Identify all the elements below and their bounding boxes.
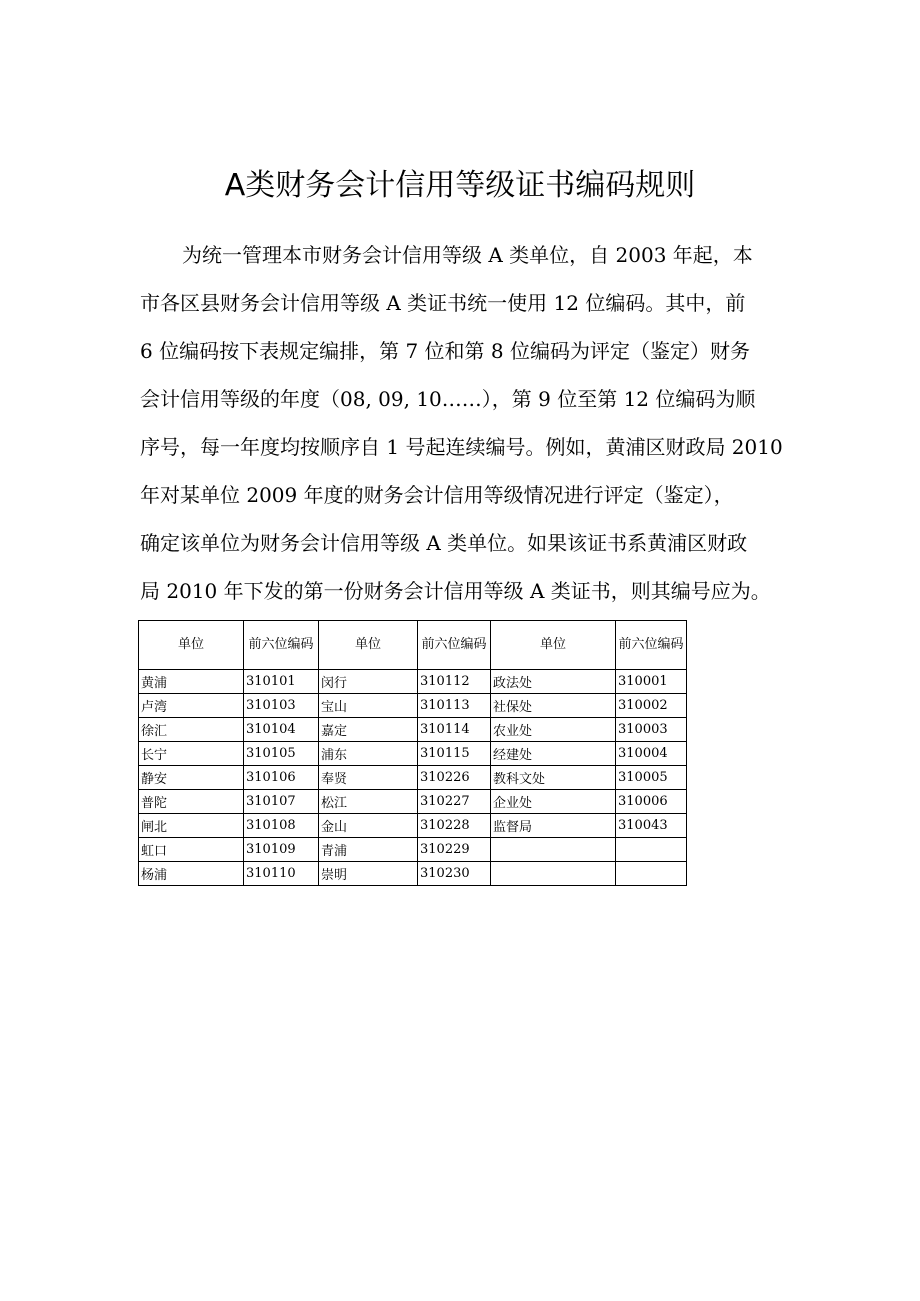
unit-cell: 监督局 bbox=[491, 814, 616, 838]
unit-cell: 农业处 bbox=[491, 718, 616, 742]
header-code-2: 前六位编码 bbox=[418, 621, 491, 670]
unit-cell: 金山 bbox=[319, 814, 418, 838]
unit-cell: 虹口 bbox=[139, 838, 244, 862]
code-cell: 310003 bbox=[616, 718, 687, 742]
code-cell: 310002 bbox=[616, 694, 687, 718]
table-row bbox=[139, 790, 687, 814]
code-cell: 310108 bbox=[244, 814, 319, 838]
unit-cell: 经建处 bbox=[491, 742, 616, 766]
code-cell: 310103 bbox=[244, 694, 319, 718]
code-cell: 310109 bbox=[244, 838, 319, 862]
code-cell: 310107 bbox=[244, 790, 319, 814]
code-cell: 310110 bbox=[244, 862, 319, 886]
paragraph-line: 为统一管理本市财务会计信用等级 A 类单位，自 2003 年起，本 bbox=[182, 243, 753, 267]
code-cell: 310105 bbox=[244, 742, 319, 766]
code-cell: 310006 bbox=[616, 790, 687, 814]
code-cell: 310113 bbox=[418, 694, 491, 718]
table-header-row bbox=[139, 621, 687, 670]
unit-cell: 松江 bbox=[319, 790, 418, 814]
table-row bbox=[139, 814, 687, 838]
code-cell: 310005 bbox=[616, 766, 687, 790]
header-unit-2: 单位 bbox=[319, 621, 418, 670]
unit-cell: 闸北 bbox=[139, 814, 244, 838]
header-code-1: 前六位编码 bbox=[244, 621, 319, 670]
table-row bbox=[139, 862, 687, 886]
code-cell: 310226 bbox=[418, 766, 491, 790]
table-row bbox=[139, 694, 687, 718]
code-cell: 310104 bbox=[244, 718, 319, 742]
table-row bbox=[139, 742, 687, 766]
table-body bbox=[139, 670, 687, 886]
unit-cell: 普陀 bbox=[139, 790, 244, 814]
paragraph-line: 局 2010 年下发的第一份财务会计信用等级 A 类证书，则其编号应为。 bbox=[140, 579, 771, 603]
table-row bbox=[139, 670, 687, 694]
unit-cell: 浦东 bbox=[319, 742, 418, 766]
paragraph-line: 6 位编码按下表规定编排，第 7 位和第 8 位编码为评定（鉴定）财务 bbox=[140, 339, 750, 363]
document-title: A类财务会计信用等级证书编码规则 bbox=[224, 168, 696, 203]
unit-cell: 崇明 bbox=[319, 862, 418, 886]
unit-cell: 宝山 bbox=[319, 694, 418, 718]
unit-cell: 奉贤 bbox=[319, 766, 418, 790]
code-cell: 310115 bbox=[418, 742, 491, 766]
code-cell: 310229 bbox=[418, 838, 491, 862]
code-cell: 310112 bbox=[418, 670, 491, 694]
unit-cell: 政法处 bbox=[491, 670, 616, 694]
unit-cell bbox=[491, 862, 616, 886]
paragraph-line: 序号，每一年度均按顺序自 1 号起连续编号。例如，黄浦区财政局 2010 bbox=[140, 435, 783, 459]
unit-cell: 社保处 bbox=[491, 694, 616, 718]
code-cell: 310001 bbox=[616, 670, 687, 694]
code-cell: 310228 bbox=[418, 814, 491, 838]
unit-cell: 长宁 bbox=[139, 742, 244, 766]
code-cell: 310101 bbox=[244, 670, 319, 694]
paragraph-line: 市各区县财务会计信用等级 A 类证书统一使用 12 位编码。其中，前 bbox=[140, 291, 746, 315]
unit-cell: 黄浦 bbox=[139, 670, 244, 694]
header-unit-3: 单位 bbox=[491, 621, 616, 670]
code-cell: 310043 bbox=[616, 814, 687, 838]
code-cell: 310004 bbox=[616, 742, 687, 766]
code-cell bbox=[616, 838, 687, 862]
table-row bbox=[139, 838, 687, 862]
unit-cell: 徐汇 bbox=[139, 718, 244, 742]
unit-cell: 嘉定 bbox=[319, 718, 418, 742]
table-row bbox=[139, 718, 687, 742]
code-cell: 310114 bbox=[418, 718, 491, 742]
code-cell: 310230 bbox=[418, 862, 491, 886]
unit-cell: 卢湾 bbox=[139, 694, 244, 718]
paragraph-line: 年对某单位 2009 年度的财务会计信用等级情况进行评定（鉴定）， bbox=[140, 483, 734, 507]
code-table bbox=[138, 620, 687, 886]
unit-cell: 青浦 bbox=[319, 838, 418, 862]
paragraph-line: 确定该单位为财务会计信用等级 A 类单位。如果该证书系黄浦区财政 bbox=[140, 531, 748, 555]
code-cell bbox=[616, 862, 687, 886]
header-code-3: 前六位编码 bbox=[616, 621, 687, 670]
paragraph-line: 会计信用等级的年度（08, 09, 10……），第 9 位至第 12 位编码为顺 bbox=[140, 387, 756, 411]
code-table-wrapper bbox=[138, 620, 687, 886]
unit-cell: 静安 bbox=[139, 766, 244, 790]
unit-cell: 闵行 bbox=[319, 670, 418, 694]
code-cell: 310106 bbox=[244, 766, 319, 790]
unit-cell: 企业处 bbox=[491, 790, 616, 814]
unit-cell: 教科文处 bbox=[491, 766, 616, 790]
table-row bbox=[139, 766, 687, 790]
header-unit-1: 单位 bbox=[139, 621, 244, 670]
unit-cell bbox=[491, 838, 616, 862]
unit-cell: 杨浦 bbox=[139, 862, 244, 886]
code-cell: 310227 bbox=[418, 790, 491, 814]
